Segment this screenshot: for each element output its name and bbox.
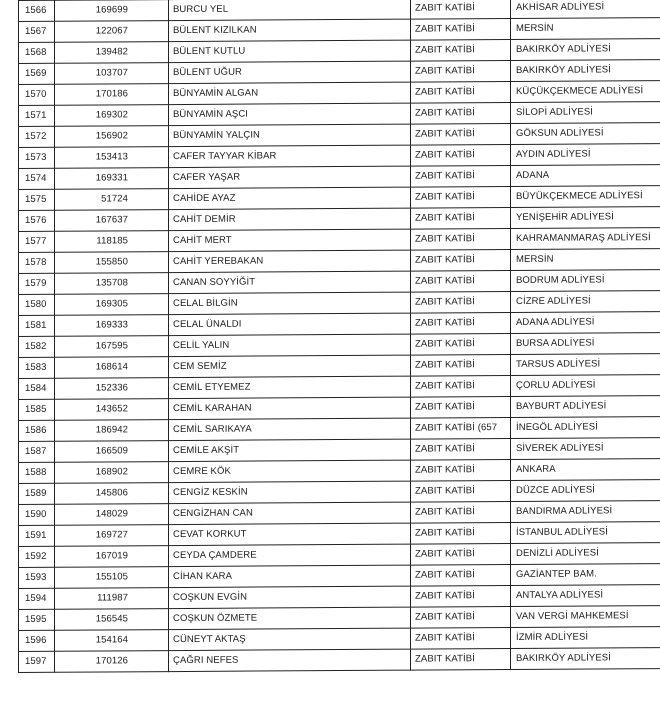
person-name-cell: CEYDA ÇAMDERE — [169, 544, 411, 566]
assignment-location-cell: İZMİR ADLİYESİ — [511, 627, 660, 649]
person-name-cell: COŞKUN ÖZMETE — [169, 607, 411, 629]
title-cell: ZABIT KATİBİ — [411, 81, 511, 103]
assignment-location-cell: SİLOPİ ADLİYESİ — [511, 102, 660, 124]
title-cell: ZABIT KATİBİ — [411, 39, 511, 61]
row-number-cell: 1584 — [19, 378, 55, 399]
row-number-cell: 1575 — [19, 189, 55, 210]
assignment-location-cell: BAKIRKÖY ADLİYESİ — [511, 60, 660, 82]
row-number-cell: 1568 — [19, 42, 55, 63]
assignment-location-cell: CİZRE ADLİYESİ — [511, 291, 660, 313]
person-name-cell: CEVAT KORKUT — [169, 523, 411, 545]
row-number-cell: 1589 — [19, 483, 55, 504]
title-cell: ZABIT KATİBİ — [411, 0, 511, 19]
row-number-cell: 1583 — [19, 357, 55, 378]
person-name-cell: CEMRE KÖK — [169, 460, 411, 482]
assignment-location-cell: MERSİN — [511, 18, 660, 40]
registry-number-cell: 167019 — [55, 546, 169, 568]
table-body — [19, 0, 660, 672]
registry-number-cell: 169699 — [55, 0, 169, 21]
registry-number-cell: 103707 — [55, 63, 169, 85]
registry-number-cell: 168614 — [55, 357, 169, 379]
title-cell: ZABIT KATİBİ — [411, 144, 511, 166]
assignment-location-cell: DÜZCE ADLİYESİ — [511, 480, 660, 502]
person-name-cell: ÇAĞRI NEFES — [169, 649, 411, 671]
assignment-location-cell: ADANA ADLİYESİ — [511, 312, 660, 334]
title-cell: ZABIT KATİBİ — [411, 312, 511, 334]
registry-number-cell: 148029 — [55, 504, 169, 526]
registry-number-cell: 169333 — [55, 315, 169, 337]
assignment-location-cell: ÇORLU ADLİYESİ — [511, 375, 660, 397]
assignment-location-cell: ANTALYA ADLİYESİ — [511, 585, 660, 607]
title-cell: ZABIT KATİBİ — [411, 354, 511, 376]
assignment-location-cell: AYDIN ADLİYESİ — [511, 144, 660, 166]
registry-number-cell: 156902 — [55, 126, 169, 148]
registry-number-cell: 169727 — [55, 525, 169, 547]
person-name-cell: BÜNYAMİN AŞCI — [169, 103, 411, 125]
title-cell: ZABIT KATİBİ — [411, 543, 511, 565]
row-number-cell: 1569 — [19, 63, 55, 84]
title-cell: ZABIT KATİBİ — [411, 585, 511, 607]
title-cell: ZABIT KATİBİ — [411, 606, 511, 628]
title-cell: ZABIT KATİBİ — [411, 102, 511, 124]
registry-number-cell: 118185 — [55, 231, 169, 253]
assignment-location-cell: KAHRAMANMARAŞ ADLİYESİ — [511, 228, 660, 250]
row-number-cell: 1566 — [19, 0, 55, 21]
person-name-cell: CAHİT MERT — [169, 229, 411, 251]
title-cell: ZABIT KATİBİ — [411, 228, 511, 250]
person-name-cell: CENGİZHAN CAN — [169, 502, 411, 524]
registry-number-cell: 169331 — [55, 168, 169, 190]
person-name-cell: CELAL BİLGİN — [169, 292, 411, 314]
assignment-location-cell: YENİŞEHİR ADLİYESİ — [511, 207, 660, 229]
registry-number-cell: 170186 — [55, 84, 169, 106]
title-cell: ZABIT KATİBİ — [411, 459, 511, 481]
title-cell: ZABIT KATİBİ — [411, 333, 511, 355]
title-cell: ZABIT KATİBİ — [411, 291, 511, 313]
person-name-cell: BÜNYAMİN YALÇIN — [169, 124, 411, 146]
title-cell: ZABIT KATİBİ — [411, 375, 511, 397]
person-name-cell: CELİL YALIN — [169, 334, 411, 356]
title-cell: ZABIT KATİBİ — [411, 186, 511, 208]
assignment-location-cell: BODRUM ADLİYESİ — [511, 270, 660, 292]
registry-number-cell: 156545 — [55, 609, 169, 631]
person-name-cell: COŞKUN EVGİN — [169, 586, 411, 608]
row-number-cell: 1580 — [19, 294, 55, 315]
registry-number-cell: 167595 — [55, 336, 169, 358]
row-number-cell: 1570 — [19, 84, 55, 105]
registry-number-cell: 111987 — [55, 588, 169, 610]
assignment-location-cell: BURSA ADLİYESİ — [511, 333, 660, 355]
title-cell: ZABIT KATİBİ — [411, 480, 511, 502]
assignment-location-cell: BAKIRKÖY ADLİYESİ — [511, 648, 660, 670]
registry-number-cell: 145806 — [55, 483, 169, 505]
registry-number-cell: 135708 — [55, 273, 169, 295]
title-cell: ZABIT KATİBİ — [411, 396, 511, 418]
person-name-cell: CAHİDE AYAZ — [169, 187, 411, 209]
assignment-location-cell: BAKIRKÖY ADLİYESİ — [511, 39, 660, 61]
title-cell: ZABIT KATİBİ — [411, 18, 511, 40]
personnel-table — [18, 0, 660, 673]
row-number-cell: 1579 — [19, 273, 55, 294]
document-page — [18, 0, 660, 673]
registry-number-cell: 186942 — [55, 420, 169, 442]
row-number-cell: 1587 — [19, 441, 55, 462]
person-name-cell: CÜNEYT AKTAŞ — [169, 628, 411, 650]
person-name-cell: BÜLENT KIZILKAN — [169, 19, 411, 41]
registry-number-cell: 166509 — [55, 441, 169, 463]
row-number-cell: 1574 — [19, 168, 55, 189]
row-number-cell: 1573 — [19, 147, 55, 168]
assignment-location-cell: BANDIRMA ADLİYESİ — [511, 501, 660, 523]
registry-number-cell: 143652 — [55, 399, 169, 421]
title-cell: ZABIT KATİBİ — [411, 522, 511, 544]
row-number-cell: 1596 — [19, 630, 55, 651]
row-number-cell: 1588 — [19, 462, 55, 483]
title-cell: ZABIT KATİBİ — [411, 207, 511, 229]
registry-number-cell: 169302 — [55, 105, 169, 127]
title-cell: ZABIT KATİBİ — [411, 249, 511, 271]
assignment-location-cell: TARSUS ADLİYESİ — [511, 354, 660, 376]
assignment-location-cell: BAYBURT ADLİYESİ — [511, 396, 660, 418]
title-cell: ZABIT KATİBİ — [411, 60, 511, 82]
title-cell: ZABIT KATİBİ — [411, 270, 511, 292]
registry-number-cell: 122067 — [55, 21, 169, 43]
registry-number-cell: 152336 — [55, 378, 169, 400]
row-number-cell: 1578 — [19, 252, 55, 273]
title-cell: ZABIT KATİBİ — [411, 627, 511, 649]
row-number-cell: 1572 — [19, 126, 55, 147]
registry-number-cell: 139482 — [55, 42, 169, 64]
person-name-cell: CAFER TAYYAR KİBAR — [169, 145, 411, 167]
person-name-cell: CEMİL ETYEMEZ — [169, 376, 411, 398]
title-cell: ZABIT KATİBİ — [411, 438, 511, 460]
registry-number-cell: 168902 — [55, 462, 169, 484]
person-name-cell: CAHİT DEMİR — [169, 208, 411, 230]
person-name-cell: CEMİLE AKŞİT — [169, 439, 411, 461]
registry-number-cell: 170126 — [55, 651, 169, 673]
title-cell: ZABIT KATİBİ — [411, 501, 511, 523]
title-cell: ZABIT KATİBİ — [411, 123, 511, 145]
assignment-location-cell: DENİZLİ ADLİYESİ — [511, 543, 660, 565]
registry-number-cell: 155105 — [55, 567, 169, 589]
title-cell: ZABIT KATİBİ (657 — [411, 417, 511, 439]
row-number-cell: 1571 — [19, 105, 55, 126]
row-number-cell: 1586 — [19, 420, 55, 441]
person-name-cell: CELAL ÜNALDI — [169, 313, 411, 335]
assignment-location-cell: BÜYÜKÇEKMECE ADLİYESİ — [511, 186, 660, 208]
assignment-location-cell: İSTANBUL ADLİYESİ — [511, 522, 660, 544]
row-number-cell: 1576 — [19, 210, 55, 231]
assignment-location-cell: SİVEREK ADLİYESİ — [511, 438, 660, 460]
person-name-cell: CAHİT YEREBAKAN — [169, 250, 411, 272]
assignment-location-cell: AKHİSAR ADLİYESİ — [511, 0, 660, 18]
row-number-cell: 1590 — [19, 504, 55, 525]
person-name-cell: BÜLENT KUTLU — [169, 40, 411, 62]
person-name-cell: CANAN SOYYİĞİT — [169, 271, 411, 293]
person-name-cell: BÜNYAMİN ALGAN — [169, 82, 411, 104]
row-number-cell: 1595 — [19, 609, 55, 630]
row-number-cell: 1582 — [19, 336, 55, 357]
table-row — [19, 648, 660, 673]
assignment-location-cell: ADANA — [511, 165, 660, 187]
person-name-cell: CEMİL KARAHAN — [169, 397, 411, 419]
person-name-cell: CİHAN KARA — [169, 565, 411, 587]
title-cell: ZABIT KATİBİ — [411, 165, 511, 187]
assignment-location-cell: GÖKSUN ADLİYESİ — [511, 123, 660, 145]
registry-number-cell: 51724 — [55, 189, 169, 211]
person-name-cell: CENGİZ KESKİN — [169, 481, 411, 503]
row-number-cell: 1581 — [19, 315, 55, 336]
assignment-location-cell: ANKARA — [511, 459, 660, 481]
title-cell: ZABIT KATİBİ — [411, 564, 511, 586]
registry-number-cell: 153413 — [55, 147, 169, 169]
row-number-cell: 1593 — [19, 567, 55, 588]
row-number-cell: 1577 — [19, 231, 55, 252]
assignment-location-cell: KÜÇÜKÇEKMECE ADLİYESİ — [511, 81, 660, 103]
person-name-cell: CEM SEMİZ — [169, 355, 411, 377]
row-number-cell: 1585 — [19, 399, 55, 420]
registry-number-cell: 155850 — [55, 252, 169, 274]
registry-number-cell: 154164 — [55, 630, 169, 652]
person-name-cell: CEMİL SARIKAYA — [169, 418, 411, 440]
assignment-location-cell: VAN VERGİ MAHKEMESİ — [511, 606, 660, 628]
row-number-cell: 1594 — [19, 588, 55, 609]
row-number-cell: 1591 — [19, 525, 55, 546]
person-name-cell: BURCU YEL — [169, 0, 411, 21]
row-number-cell: 1592 — [19, 546, 55, 567]
assignment-location-cell: İNEGÖL ADLİYESİ — [511, 417, 660, 439]
registry-number-cell: 167637 — [55, 210, 169, 232]
title-cell: ZABIT KATİBİ — [411, 648, 511, 670]
registry-number-cell: 169305 — [55, 294, 169, 316]
assignment-location-cell: MERSİN — [511, 249, 660, 271]
row-number-cell: 1567 — [19, 21, 55, 42]
person-name-cell: CAFER YAŞAR — [169, 166, 411, 188]
assignment-location-cell: GAZİANTEP BAM. — [511, 564, 660, 586]
person-name-cell: BÜLENT UĞUR — [169, 61, 411, 83]
row-number-cell: 1597 — [19, 651, 55, 672]
